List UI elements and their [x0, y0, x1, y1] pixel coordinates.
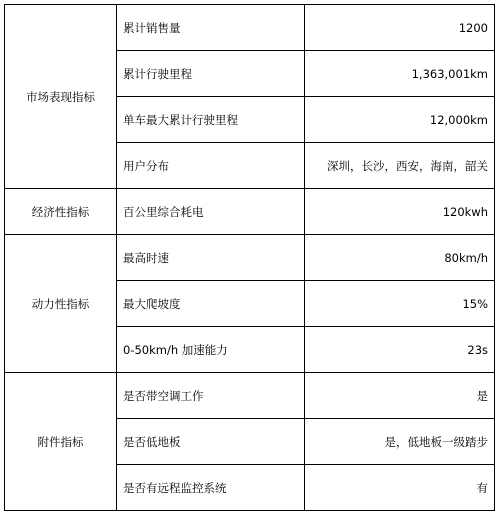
indicator-cell: 最大爬坡度: [117, 281, 305, 327]
indicator-cell: 是否带空调工作: [117, 373, 305, 419]
indicator-cell: 百公里综合耗电: [117, 189, 305, 235]
value-cell: 120kwh: [305, 189, 495, 235]
category-cell-power: 动力性指标: [5, 235, 117, 373]
table-row: [5, 189, 495, 235]
value-cell: 是，低地板一级踏步: [305, 419, 495, 465]
value-cell: 1200: [305, 5, 495, 51]
indicator-cell: 单车最大累计行驶里程: [117, 97, 305, 143]
category-cell-accessory: 附件指标: [5, 373, 117, 511]
value-cell: 23s: [305, 327, 495, 373]
indicator-cell: 累计销售量: [117, 5, 305, 51]
value-cell: 1,363,001km: [305, 51, 495, 97]
value-cell: 有: [305, 465, 495, 511]
category-cell-market: 市场表现指标: [5, 5, 117, 189]
indicator-cell: 最高时速: [117, 235, 305, 281]
value-cell: 是: [305, 373, 495, 419]
value-cell: 深圳，长沙，西安，海南，韶关: [305, 143, 495, 189]
table-row: [5, 373, 495, 419]
indicator-cell: 0-50km/h 加速能力: [117, 327, 305, 373]
indicator-cell: 是否有远程监控系统: [117, 465, 305, 511]
category-cell-economy: 经济性指标: [5, 189, 117, 235]
indicator-cell: 累计行驶里程: [117, 51, 305, 97]
value-cell: 12,000km: [305, 97, 495, 143]
table-row: [5, 5, 495, 51]
spec-table: [4, 4, 495, 511]
table-row: [5, 235, 495, 281]
indicator-cell: 用户分布: [117, 143, 305, 189]
value-cell: 80km/h: [305, 235, 495, 281]
indicator-cell: 是否低地板: [117, 419, 305, 465]
value-cell: 15%: [305, 281, 495, 327]
